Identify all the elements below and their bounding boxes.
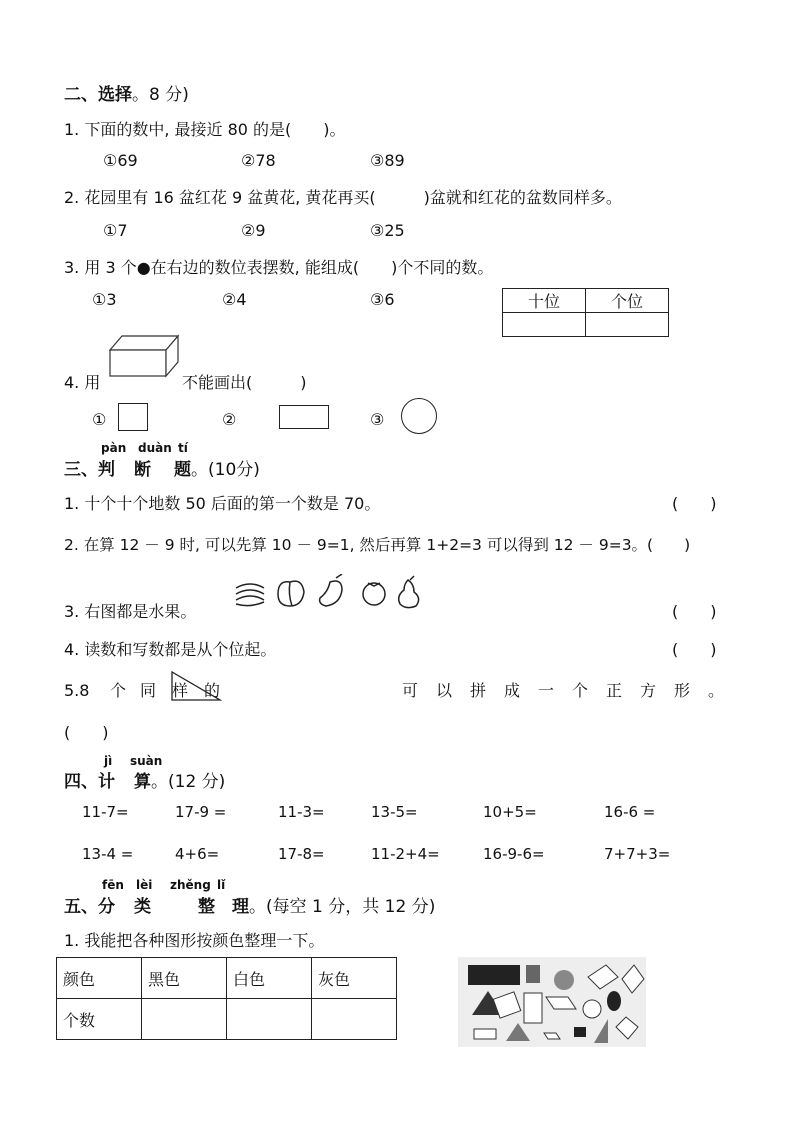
s3-q4-paren: ( ) — [672, 640, 717, 659]
s5-q1-text: 1. 我能把各种图形按颜色整理一下。 — [64, 931, 325, 950]
circle-icon — [401, 398, 437, 434]
header-black: 黑色 — [142, 958, 227, 999]
s2-q1-option-3: ③89 — [370, 151, 405, 170]
ones-header: 个位 — [586, 289, 669, 313]
gray-circle — [554, 970, 574, 990]
s3-q1-paren: ( ) — [672, 494, 717, 513]
header-white: 白色 — [227, 958, 312, 999]
pinyin-li: lǐ — [217, 878, 226, 892]
pear-icon — [399, 576, 419, 608]
calc-r1-c6: 16-6 = — [604, 803, 656, 821]
s2-q4-pre: 4. 用 — [64, 373, 101, 392]
s2-q3-option-3: ③6 — [370, 290, 395, 309]
white-tall-rect — [524, 993, 542, 1023]
tens-header: 十位 — [503, 289, 586, 313]
s3-q3-paren: ( ) — [672, 602, 717, 621]
calc-r1-c1: 11-7= — [82, 803, 129, 821]
s2-q1-text: 1. 下面的数中, 最接近 80 的是( )。 — [64, 120, 346, 139]
header-gray: 灰色 — [312, 958, 397, 999]
calc-r1-c5: 10+5= — [483, 803, 537, 821]
s2-q3-text: 3. 用 3 个●在右边的数位表摆数, 能组成( )个不同的数。 — [64, 258, 494, 277]
peach-icon — [278, 581, 304, 606]
row-label-count: 个数 — [57, 999, 142, 1040]
s3-q2-text: 2. 在算 12 － 9 时, 可以先算 10 － 9=1, 然后再算 1+2=3 可以得到 12 － 9=3。( ) — [64, 536, 691, 554]
s2-q1-option-2: ②78 — [241, 151, 276, 170]
banana-icon — [236, 584, 264, 606]
count-black-cell[interactable] — [142, 999, 227, 1040]
gray-small-rect — [526, 965, 540, 983]
s2-q2-option-2: ②9 — [241, 221, 266, 240]
calc-r2-c3: 17-8= — [278, 845, 325, 863]
eggplant-icon — [320, 574, 342, 606]
section2-title: 二、选择。8 分) — [64, 85, 189, 105]
s2-q4-option-1: ① — [92, 410, 107, 429]
ones-cell — [586, 313, 669, 337]
pinyin-ti: tí — [178, 441, 188, 455]
pinyin-zheng: zhěng — [170, 878, 211, 892]
pinyin-lei: lèi — [136, 878, 153, 892]
rectangle-icon — [279, 405, 329, 429]
calc-r1-c2: 17-9 = — [175, 803, 227, 821]
s2-q3-option-1: ①3 — [92, 290, 117, 309]
calc-r1-c3: 11-3= — [278, 803, 325, 821]
black-oval — [607, 991, 621, 1011]
black-small-square — [574, 1027, 586, 1037]
color-count-table — [56, 957, 397, 1040]
count-gray-cell[interactable] — [312, 999, 397, 1040]
s2-q4-post: 不能画出( ) — [182, 373, 307, 392]
pinyin-fen: fēn — [102, 878, 124, 892]
fruit-pictures — [232, 574, 427, 610]
s3-q1-text: 1. 十个十个地数 50 后面的第一个数是 70。 — [64, 494, 381, 513]
section5-title: 五、分 类 整 理。(每空 1 分，共 12 分) — [64, 897, 436, 917]
cuboid-icon — [108, 332, 180, 380]
s2-q2-text: 2. 花园里有 16 盆红花 9 盆黄花, 黄花再买( )盆就和红花的盆数同样多。 — [64, 188, 622, 207]
white-small-rect — [474, 1029, 496, 1039]
white-circle — [583, 1000, 601, 1018]
s3-q5-paren: ( ) — [64, 723, 109, 742]
header-color: 颜色 — [57, 958, 142, 999]
calc-r1-c4: 13-5= — [371, 803, 418, 821]
tens-cell — [503, 313, 586, 337]
s3-q3-text: 3. 右图都是水果。 — [64, 602, 197, 621]
s2-q3-option-2: ②4 — [222, 290, 247, 309]
pinyin-pan: pàn — [101, 441, 127, 455]
s3-q5-post: 可 以 拼 成 一 个 正 方 形 。 — [402, 681, 725, 700]
s2-q4-option-2: ② — [222, 410, 237, 429]
tomato-icon — [363, 583, 385, 605]
calc-r2-c4: 11-2+4= — [371, 845, 440, 863]
s2-q2-option-3: ③25 — [370, 221, 405, 240]
s3-q5-pre: 5.8 个 同 样 的 — [64, 681, 221, 700]
right-triangle-icon — [170, 670, 222, 702]
colored-shapes-picture — [458, 957, 646, 1047]
square-icon — [118, 403, 148, 431]
pinyin-suan: suàn — [130, 754, 163, 768]
calc-r2-c2: 4+6= — [175, 845, 220, 863]
pinyin-ji: jì — [104, 754, 113, 768]
s3-q4-text: 4. 读数和写数都是从个位起。 — [64, 640, 277, 659]
s2-q1-option-1: ①69 — [103, 151, 138, 170]
calc-r2-c1: 13-4 = — [82, 845, 134, 863]
count-white-cell[interactable] — [227, 999, 312, 1040]
s2-q4-option-3: ③ — [370, 410, 385, 429]
black-rectangle — [468, 965, 520, 985]
calc-r2-c5: 16-9-6= — [483, 845, 545, 863]
section3-title: 三、判 断 题。(10分) — [64, 460, 260, 480]
s2-q2-option-1: ①7 — [103, 221, 128, 240]
section4-title: 四、计 算。(12 分) — [64, 772, 226, 792]
calc-r2-c6: 7+7+3= — [604, 845, 671, 863]
place-value-table — [502, 288, 669, 337]
pinyin-duan: duàn — [138, 441, 172, 455]
